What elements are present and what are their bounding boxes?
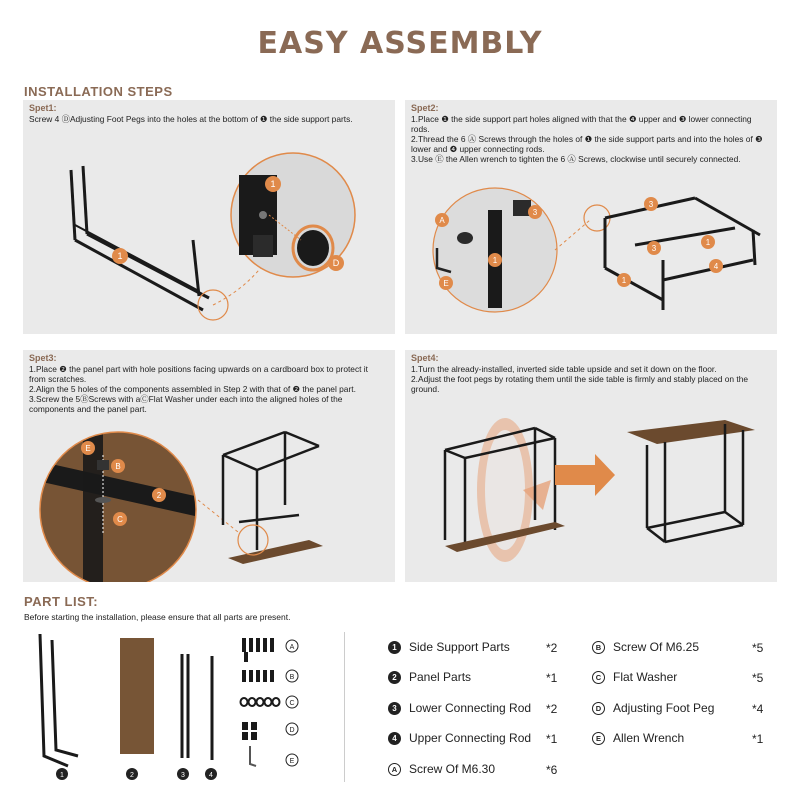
svg-text:1: 1 [270,179,276,189]
step-2-callout-1c [617,273,631,287]
part-letter-icon: C [592,671,605,684]
part-name: Screw Of M6.25 [613,640,700,654]
illus-label-a [286,640,298,652]
part-letter-icon: E [592,732,605,745]
svg-text:4: 4 [209,772,213,779]
allen-wrench-image [250,746,256,766]
part-qty: *4 [752,702,764,716]
step-4-panel [405,350,777,582]
step-3-callout-2 [152,488,166,502]
svg-text:3: 3 [532,208,538,217]
part-qty: *1 [546,671,558,685]
step-4-line-1: 1.Turn the already-installed, inverted side table upside and set it down on the floor. [411,364,717,374]
step-1-callout-1 [112,248,128,264]
svg-text:2: 2 [130,772,134,779]
part-row-4 [388,731,531,745]
part-qty: *2 [546,702,558,716]
svg-text:E: E [289,758,295,765]
step-2-callout-4 [709,259,723,273]
part-qty: *6 [546,763,558,777]
svg-text:A: A [439,216,445,225]
step-2-panel [405,100,777,334]
side-support-frame [71,166,209,310]
svg-text:1: 1 [621,276,627,285]
installation-steps-heading: INSTALLATION STEPS [24,84,173,99]
part-list-divider [344,632,345,782]
step-2-callout-3a [528,205,542,219]
step-2-callout-a [435,213,449,227]
svg-text:C: C [117,515,123,524]
right-arrow-icon [555,454,615,496]
part-row-a [388,762,495,776]
step-1-callout-2 [265,176,281,192]
step-3-line-1: 1.Place ❷ the panel part with hole positions facing upwards on a cardboard box to protect it from scratches. [29,364,368,384]
part-name: Adjusting Foot Peg [613,701,715,715]
svg-text:3: 3 [648,200,654,209]
part-qty: *1 [752,732,764,746]
part-name: Lower Connecting Rod [409,701,532,715]
part-row-1 [388,640,510,654]
step-4-line-2: 2.Adjust the foot pegs by rotating them until the side table is firmly and stably placed on the ground. [411,374,749,394]
part-name: Panel Parts [409,670,472,684]
part-qty: *1 [546,732,558,746]
svg-text:4: 4 [713,262,719,271]
part-qty: *2 [546,641,558,655]
svg-text:A: A [289,644,295,651]
illus-label-3 [177,768,189,780]
step-2-callout-1b [701,235,715,249]
part-row-3 [388,701,531,715]
svg-text:E: E [85,444,91,453]
part-letter-icon: A [388,763,401,776]
screw-m625-image [242,670,274,682]
step-3-callout-b [111,459,125,473]
svg-text:C: C [289,700,295,707]
page-title: EASY ASSEMBLY [257,26,543,61]
part-list-subtitle: Before starting the installation, please ensure that all parts are present. [24,612,291,622]
illus-label-c [286,696,298,708]
part-name: Screw Of M6.30 [409,762,496,776]
svg-text:1: 1 [117,251,123,261]
part-row-e [592,731,684,745]
side-support-parts-image [40,634,78,766]
part-row-b [592,640,699,654]
svg-text:1: 1 [60,772,64,779]
illus-label-2 [126,768,138,780]
upright-table-top [627,420,755,444]
step-2-line-2: 2.Thread the 6 Ⓐ Screws through the holes of ❶ the side support parts and into the holes of ❸ lower and ❹ upper connecting rods. [411,134,763,154]
step-3-illustration [23,350,395,582]
part-list-heading: PART LIST: [24,594,99,609]
flat-washer-image [241,698,280,706]
step-1-label: Spet1: [29,103,57,113]
part-number-icon: 1 [388,641,401,654]
part-name: Upper Connecting Rod [409,731,532,745]
svg-text:D: D [332,258,340,268]
step-1-callout-d [328,255,344,271]
part-letter-icon: B [592,641,605,654]
step-3-callout-c [113,512,127,526]
illus-label-b [286,670,298,682]
step-2-label: Spet2: [411,103,439,113]
parts-illustration [30,626,320,786]
svg-text:3: 3 [651,244,657,253]
part-qty: *5 [752,671,764,685]
step-2-frame [605,198,760,310]
part-name: Allen Wrench [613,731,685,745]
illus-label-e [286,754,298,766]
step-2-line-3: 3.Use Ⓔ the Allen wrench to tighten the 6 Ⓐ Screws, clockwise until securely connected. [411,154,741,164]
svg-text:2: 2 [156,491,162,500]
illus-label-4 [205,768,217,780]
illus-label-d [286,723,298,735]
part-number-icon: 2 [388,671,401,684]
svg-text:3: 3 [181,772,185,779]
step-1-panel [23,100,395,334]
step-4-illustration [405,350,777,582]
step-3-label: Spet3: [29,353,57,363]
part-row-2 [388,670,471,684]
adjusting-foot-peg-image [242,722,257,740]
step-1-illustration [23,100,395,334]
part-row-d [592,701,714,715]
svg-text:E: E [443,279,449,288]
step-3-callout-e [81,441,95,455]
part-number-icon: 4 [388,732,401,745]
step-2-callout-e [439,276,453,290]
svg-text:1: 1 [492,256,498,265]
part-name: Flat Washer [613,670,678,684]
part-name: Side Support Parts [409,640,510,654]
svg-text:B: B [115,462,121,471]
step-3-panel-board [228,540,323,564]
svg-text:D: D [289,727,295,734]
svg-text:1: 1 [705,238,711,247]
step-2-callout-1 [488,253,502,267]
step-1-line: Screw 4 ⒹAdjusting Foot Pegs into the holes at the bottom of ❶ the side support parts. [29,114,353,124]
step-2-callout-3c [647,241,661,255]
part-qty: *5 [752,641,764,655]
part-letter-icon: D [592,702,605,715]
step-3-panel [23,350,395,582]
part-row-c [592,670,677,684]
screw-m630-image [242,638,274,662]
step-3-line-2: 2.Align the 5 holes of the components assembled in Step 2 with that of ❷ the panel part. [29,384,356,394]
step-2-line-1: 1.Place ❶ the side support part holes aligned with that the ❹ upper and ❸ lower connecting rods. [411,114,752,134]
step-4-label: Spet4: [411,353,439,363]
step-3-line-3: 3.Screw the 5ⒷScrews with aⒸFlat Washer under each into the aligned holes of the components and the panel part. [29,394,343,414]
illus-label-1 [56,768,68,780]
part-number-icon: 3 [388,702,401,715]
step-2-illustration [405,100,777,334]
step-2-callout-3b [644,197,658,211]
svg-text:B: B [289,674,295,681]
step-3-frame [223,432,319,550]
